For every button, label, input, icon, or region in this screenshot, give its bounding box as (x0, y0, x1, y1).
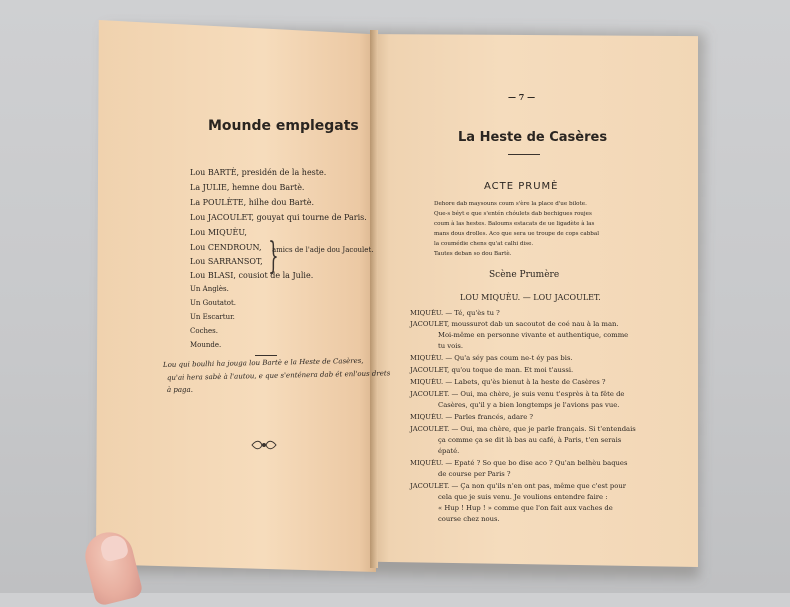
dialogue-line: ça comme ça se dit là bas au café, à Paris, t'en serais (438, 436, 622, 444)
stage-direction: Que-s béyt e que s'entén chóulets dab bechigues roujes (434, 211, 592, 217)
cast-line: La POULÈTE, hilhe dou Bartè. (190, 198, 315, 207)
cast-line: Coches. (190, 327, 218, 335)
act-heading: ACTE PRUMÈ (484, 181, 559, 192)
stage-direction: la coumédie chens qu'at calhi dise. (434, 241, 534, 247)
right-page-title: La Heste de Casères (458, 130, 608, 145)
brace-note: amics de l'adje dou Jacoulet. (272, 246, 374, 254)
dialogue-line: JACOULET. — Oui, ma chère, que je parle français. Si t'entendais (410, 425, 636, 433)
dialogue-line: course chez nous. (438, 515, 500, 523)
cast-line: Lou MIQUÈU, (190, 228, 247, 237)
stage-direction: Tautes deban so dou Bartè. (434, 251, 512, 257)
left-divider (255, 355, 277, 356)
cast-line: Lou CENDROUN, (190, 243, 262, 252)
stage-direction: coum à las hestes. Baloums estacats de ue ligadète à las (434, 221, 595, 227)
ornament-icon (250, 438, 278, 452)
dialogue-line: MIQUÈU. — Epaté ? So que bo dise aco ? Qu'an belhèu baques (410, 459, 628, 467)
cast-line: La JULIE, hemne dou Bartè. (190, 183, 305, 192)
left-page (96, 20, 376, 572)
dialogue-line: MIQUÈU. — Qu'a séy pas coum ne-t éy pas bis. (410, 354, 573, 362)
cast-line: Lou BARTÈ, presidén de la heste. (190, 168, 327, 177)
note-line: à paga. (167, 386, 193, 394)
dialogue-line: « Hup ! Hup ! » comme que l'on fait aux vaches de (438, 504, 613, 512)
dialogue-line: cela que je suis venu. Je voulions entendre faire : (438, 493, 608, 501)
stage-direction: Dehore dab maysouns coum s'ère la place d'ue bilote. (434, 201, 587, 207)
note-line: qu'ai hera sabè à l'autou, e que s'enténera dab ét enl'ous drets (166, 369, 391, 382)
scene-characters: LOU MIQUÈU. — LOU JACOULET. (460, 293, 601, 302)
cast-line: Mounde. (190, 341, 222, 349)
cast-brace: } (268, 236, 279, 277)
dialogue-line: JACOULET, moussurot dab un sacoutot de coé nau à la man. (410, 320, 619, 328)
page-number: — 7 — (508, 92, 536, 102)
note-line: Lou qui boulhi ha jouga lou Bartè e la Heste de Casères, (162, 356, 364, 369)
dialogue-line: tu vois. (438, 342, 464, 350)
title-divider (508, 154, 540, 155)
cast-line: Un Anglès. (190, 285, 229, 293)
dialogue-line: de course per Paris ? (438, 470, 511, 478)
book-gutter (370, 30, 378, 568)
cast-line: Lou JACOULET, gouyat qui tourne de Paris. (190, 213, 367, 222)
dialogue-line: MIQUÈU. — Labets, qu'ès bienut à la heste de Casères ? (410, 378, 606, 386)
dialogue-line: Moi-même en personne vivante et authentique, comme (438, 331, 629, 339)
cast-line: Lou BLASI, cousiot de la Julie. (190, 271, 314, 280)
cast-line: Lou SARRANSOT, (190, 257, 263, 266)
dialogue-line: épaté. (438, 447, 460, 455)
cast-line: Un Goutatot. (190, 299, 236, 307)
dialogue-line: Casères, qu'il y a bien longtemps je l'avions pas vue. (438, 401, 620, 409)
dialogue-line: JACOULET, qu'ou toque de man. Et moi t'aussi. (410, 366, 574, 374)
dialogue-line: JACOULET. — Oui, ma chère, je suis venu t'esprès à ta fête de (410, 390, 625, 398)
left-page-title: Mounde emplegats (208, 118, 359, 134)
cast-line: Un Escartur. (190, 313, 235, 321)
dialogue-line: MIQUÈU. — Té, qu'ès tu ? (410, 309, 500, 317)
dialogue-line: MIQUÈU. — Parles francés, adare ? (410, 413, 534, 421)
dialogue-line: JACOULET. — Ça non qu'ils n'en ont pas, même que c'est pour (410, 482, 626, 490)
stage-direction: mans dous drolles. Aco que sera ue troupe de cops cabbal (434, 231, 599, 237)
scene-heading: Scène Prumère (489, 270, 560, 280)
